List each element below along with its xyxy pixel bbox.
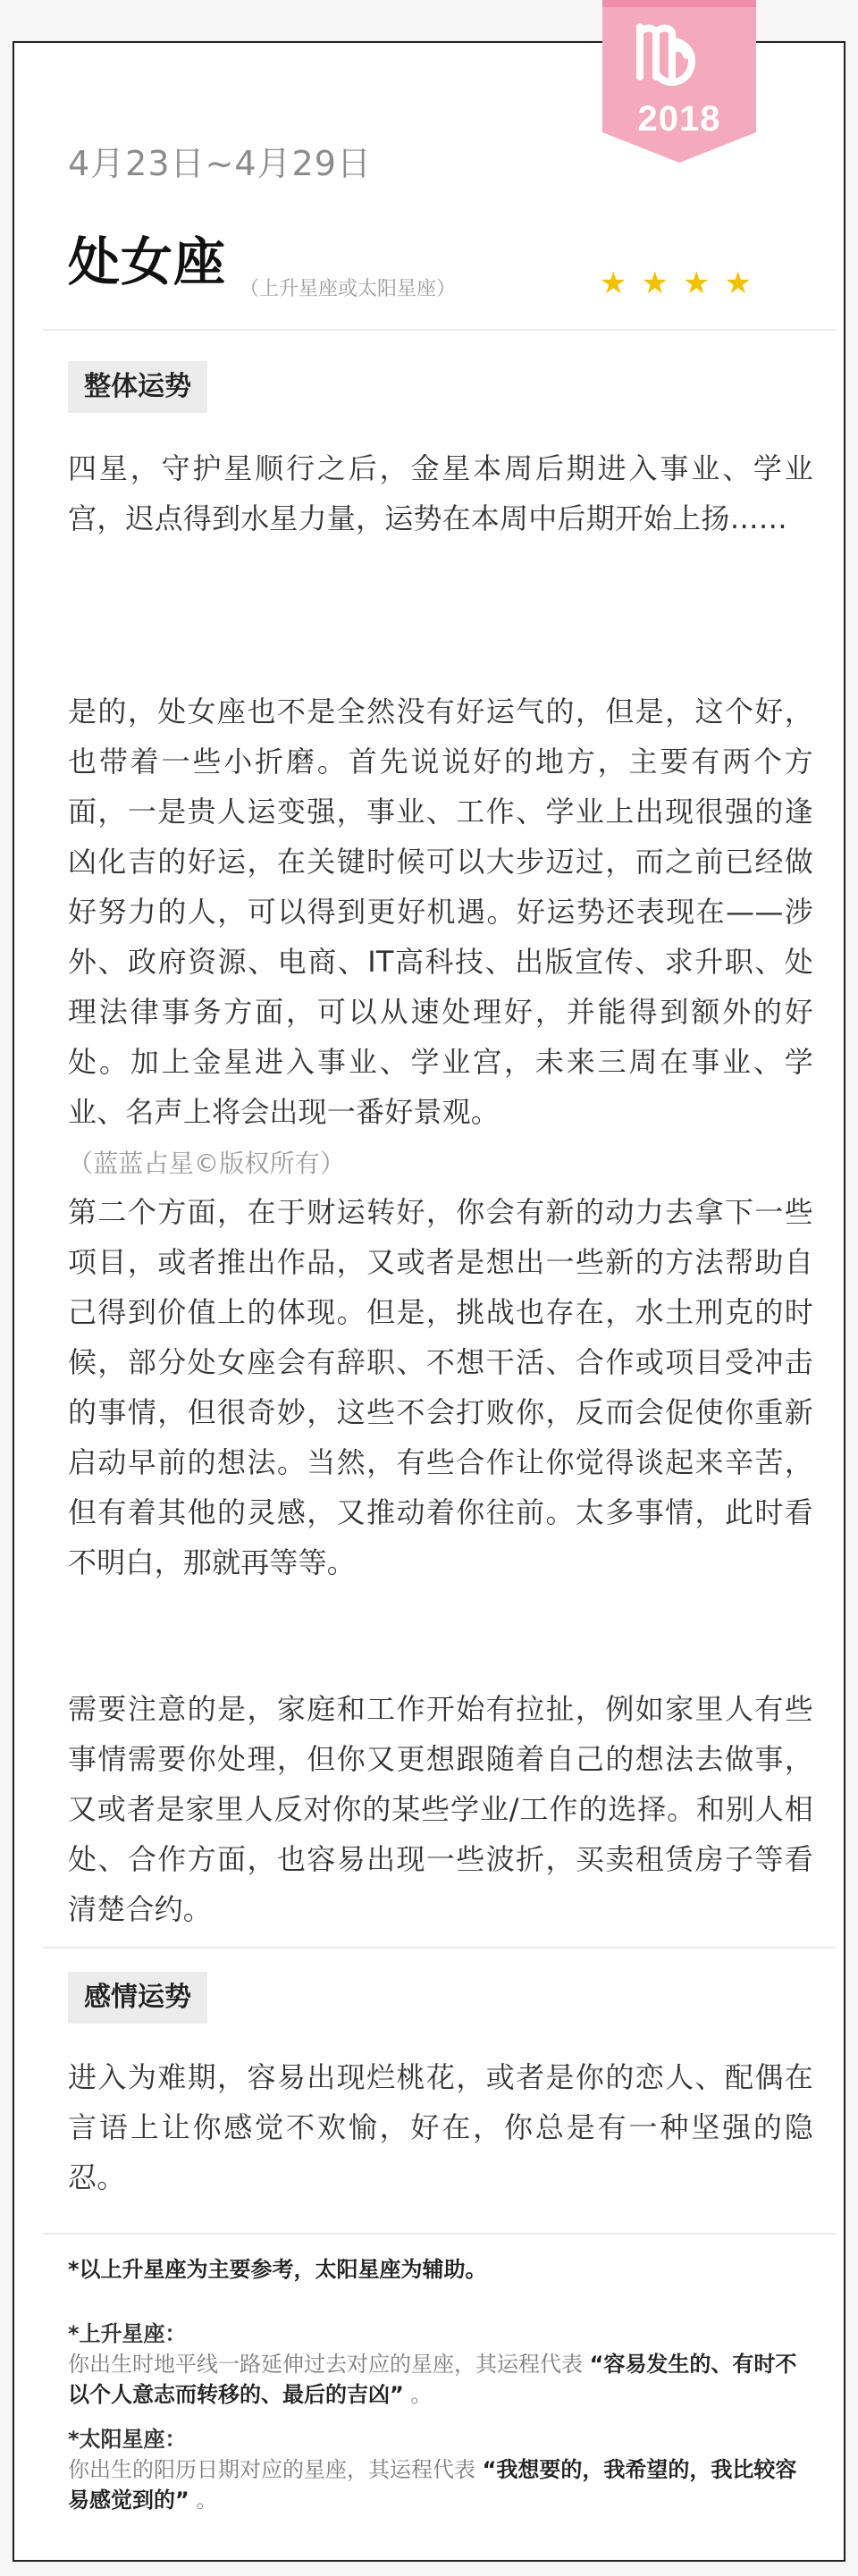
divider [43,329,837,331]
page-title: 处女座 [68,232,227,292]
overall-paragraph-3: 第二个方面，在于财运转好，你会有新的动力去拿下一些项目，或者推出作品，又或者是想出一些新的方法帮助自己得到价值上的体现。但是，挑战也存在，水土刑克的时候，部分处女座会有辞职、不想干活、合作或项目受冲击的事情，但很奇妙，这些不会打败你，反而会促使你重新启动早前的想法。当然，有些合作让你觉得谈起来辛苦，但有着其他的灵感，又推动着你往前。太多事情，此时看不明白，那就再等等。 [68,1195,813,1579]
overall-paragraph-2-text: 是的，处女座也不是全然没有好运气的，但是，这个好，也带着一些小折磨。首先说说好的地方，主要有两个方面，一是贵人运变强，事业、工作、学业上出现很强的逢凶化吉的好运，在关键时候可以大步迈过，而之前已经做好努力的人，可以得到更好机遇。好运势还表现在——涉外、政府资源、电商、IT高科技、出版宣传、求升职、处理法律事务方面，可以从速处理好，并能得到额外的好处。加上金星进入事业、学业宫，未来三周在事业、学业、名声上将会出现一番好景观。 [68,695,813,1129]
section-label-love: 感情运势 [68,1972,207,2024]
footnote-rising-suffix: 。 [410,2382,433,2407]
footnote-rising-label: *上升星座： [68,2321,187,2346]
overall-paragraph-2 [68,636,813,1189]
footnote-sun-text [68,2454,813,2515]
year-label: 2018 [637,99,721,139]
horoscope-card [13,41,845,2562]
star-icon: ★ [682,265,711,301]
star-icon: ★ [724,265,752,301]
footnote-sun-suffix: 。 [196,2488,218,2513]
footnote-sun-emphasis: “我想要的，我希望的，我比较容易感觉到的” [68,2457,797,2513]
year-ribbon [602,0,756,163]
star-icon: ★ [600,265,627,301]
footnote-sun-prefix: 你出生的阳历日期对应的星座，其运程代表 [68,2457,475,2482]
footnote-rising-prefix: 你出生时地平线一路延伸过去对应的星座，其运程代表 [68,2352,583,2377]
footnote-main: *以上升星座为主要参考，太阳星座为辅助。 [68,2257,487,2282]
footnote-sun [68,2424,813,2515]
section-label-overall: 整体运势 [68,361,207,413]
footnote-rising-text [68,2349,813,2410]
divider [43,2233,837,2235]
page-subtitle: （上升星座或太阳星座） [240,278,457,300]
overall-paragraph-1: 四星，守护星顺行之后，金星本周后期进入事业、学业宫，迟点得到水星力量，运势在本周中后期开始上扬…… [68,451,813,535]
footnote-rising-emphasis: “容易发生的、有时不以个人意志而转移的、最后的吉凶” [68,2352,797,2407]
date-range: 4月23日~4月29日 [68,144,372,183]
copyright-credit: （蓝蓝占星©版权所有） [68,1149,346,1178]
love-paragraph: 进入为难期，容易出现烂桃花，或者是你的恋人、配偶在言语上让你感觉不欢愉，好在，你总是有一种坚强的隐忍。 [68,2060,813,2194]
divider [43,1947,837,1949]
star-icon: ★ [641,265,669,301]
footnote-sun-label: *太阳星座： [68,2427,187,2452]
footnote-rising [68,2319,813,2410]
overall-paragraph-4: 需要注意的是，家庭和工作开始有拉扯，例如家里人有些事情需要你处理，但你又更想跟随着自己的想法去做事，又或者是家里人反对你的某些学业/工作的选择。和别人相处、合作方面，也容易出现一些波折，买卖租赁房子等看清楚合约。 [68,1692,813,1926]
rating-stars [600,265,752,301]
